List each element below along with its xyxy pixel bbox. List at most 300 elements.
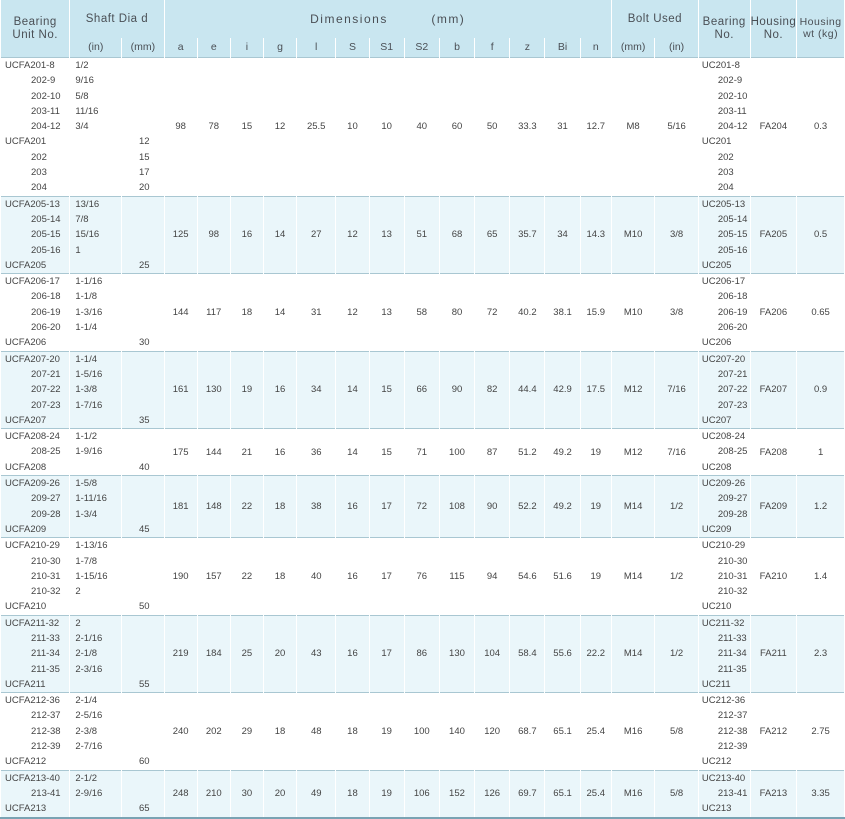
shaft-in-cell-line: 1-1/4 (75, 322, 98, 334)
dim-s2-cell: 66 (404, 351, 439, 428)
dim-g-cell: 14 (263, 196, 296, 273)
dim-e-cell: 78 (197, 58, 230, 197)
dim-f-cell: 104 (475, 615, 510, 692)
housing-cell: FA207 (750, 351, 797, 428)
dim-a-cell: 248 (164, 770, 197, 817)
dim-i-cell: 30 (230, 770, 263, 817)
dim-s2-cell: 86 (404, 615, 439, 692)
shaft-in-cell-line: 1/2 (75, 60, 89, 71)
bearing-no-cell-line: 213-41 (717, 787, 748, 799)
dim-f-cell: 120 (475, 693, 510, 770)
housing-cell: FA206 (750, 274, 797, 351)
dim-f-cell: 87 (475, 429, 510, 476)
housing-cell: FA208 (750, 429, 797, 476)
bearing-unit-cell-line: 208-25 (31, 446, 61, 458)
dim-b-cell: 80 (439, 274, 474, 351)
shaft-in-cell (70, 476, 122, 538)
bearing-unit-cell-line: 212-37 (31, 710, 61, 722)
bearing-no-cell-line: 210-32 (717, 586, 748, 598)
bearing-no-cell-line: 205-16 (717, 244, 748, 256)
shaft-mm-cell (122, 538, 164, 615)
dim-s2-cell: 71 (404, 429, 439, 476)
bearing-unit-cell-line: UCFA208-24 (5, 431, 60, 443)
shaft-mm-cell (122, 615, 164, 692)
dim-s1-cell: 17 (369, 538, 404, 615)
shaft-in-cell-line: 7/8 (75, 213, 89, 225)
table-row (1, 351, 845, 428)
dim-i-cell: 18 (230, 274, 263, 351)
weight-cell: 0.3 (797, 58, 845, 197)
dim-s2-cell: 40 (404, 58, 439, 197)
bearing-unit-cell-line: 207-22 (31, 384, 61, 396)
shaft-in-cell-line: 2 (75, 586, 81, 598)
bolt-in-cell: 3/8 (655, 274, 698, 351)
bearing-unit-cell-line: 211-34 (31, 648, 60, 660)
dim-f-cell: 126 (475, 770, 510, 817)
dim-i-cell: 29 (230, 693, 263, 770)
bearing-unit-cell-line: 209-27 (31, 493, 61, 505)
bolt-in-cell: 5/8 (655, 693, 698, 770)
dim-g-cell: 18 (263, 538, 296, 615)
bearing-no-cell-line: 202 (717, 151, 734, 163)
bearing-no-cell-line: UC206 (701, 337, 732, 349)
table-row (1, 693, 845, 770)
dim-l-cell: 40 (297, 538, 336, 615)
dim-e-cell: 117 (197, 274, 230, 351)
bearing-no-cell (698, 615, 750, 692)
bearing-no-cell-line: UC212 (701, 756, 732, 768)
bearing-unit-cell-line: 207-23 (31, 399, 61, 411)
weight-cell: 1.4 (797, 538, 845, 615)
shaft-in-cell-line: 2-1/2 (75, 772, 98, 784)
bearing-unit-cell-line: UCFA201-8 (5, 60, 55, 71)
dim-l-cell: 27 (297, 196, 336, 273)
dim-s-cell: 16 (336, 476, 369, 538)
shaft-mm-cell-line: 40 (138, 461, 150, 473)
housing-cell: FA205 (750, 196, 797, 273)
shaft-mm-cell (122, 196, 164, 273)
bearing-no-cell-line: 202-9 (717, 75, 743, 87)
dim-b-cell: 100 (439, 429, 474, 476)
bearing-unit-cell-line: UCFA205 (5, 259, 47, 271)
bearing-unit-cell (1, 693, 70, 770)
dim-i-cell: 22 (230, 538, 263, 615)
weight-cell: 0.65 (797, 274, 845, 351)
bearing-unit-cell-line: 211-35 (31, 663, 60, 675)
weight-cell: 0.9 (797, 351, 845, 428)
bearing-unit-cell (1, 58, 70, 197)
dim-s2-cell: 51 (404, 196, 439, 273)
shaft-in-cell-line: 2-1/8 (75, 648, 98, 660)
shaft-mm-cell (122, 693, 164, 770)
bearing-unit-cell-line: 211-33 (31, 632, 60, 644)
bearing-unit-cell (1, 196, 70, 273)
dim-bi-cell: 49.2 (545, 476, 580, 538)
dim-n-cell: 12.7 (580, 58, 611, 197)
bolt-in-cell: 7/16 (655, 429, 698, 476)
shaft-in-cell-line: 11/16 (75, 105, 99, 117)
bearing-no-cell (698, 770, 750, 817)
dim-s-cell: 18 (336, 693, 369, 770)
dim-s2-cell: 100 (404, 693, 439, 770)
bearing-no-cell (698, 58, 750, 197)
bolt-in-cell: 5/8 (655, 770, 698, 817)
shaft-in-cell-line: 1-9/16 (75, 446, 103, 458)
dim-a-cell: 144 (164, 274, 197, 351)
bearing-no-cell (698, 351, 750, 428)
dim-f-cell: 82 (475, 351, 510, 428)
dim-g-cell: 14 (263, 274, 296, 351)
bearing-no-cell-line: 207-23 (717, 399, 748, 411)
bearing-no-cell (698, 538, 750, 615)
dim-bi-cell: 31 (545, 58, 580, 197)
shaft-in-cell-line: 1-15/16 (75, 570, 108, 582)
bolt-mm-cell: M14 (611, 615, 654, 692)
dim-s1-cell: 17 (369, 476, 404, 538)
bearing-unit-cell-line: 210-30 (31, 555, 61, 567)
bearing-no-cell-line: 209-27 (717, 493, 748, 505)
dim-e-cell: 157 (197, 538, 230, 615)
housing-cell: FA204 (750, 58, 797, 197)
weight-cell: 1 (797, 429, 845, 476)
bearing-no-cell-line: 205-15 (717, 229, 748, 241)
dim-z-cell: 40.2 (510, 274, 545, 351)
shaft-in-cell-line: 1-1/8 (75, 291, 98, 303)
dim-l-cell: 49 (297, 770, 336, 817)
dim-e-cell: 184 (197, 615, 230, 692)
dim-z-cell: 52.2 (510, 476, 545, 538)
bearing-unit-cell-line: 206-19 (31, 306, 61, 318)
table-row (1, 615, 845, 692)
dim-b-cell: 60 (439, 58, 474, 197)
shaft-in-cell-line: 13/16 (75, 198, 100, 210)
bolt-mm-cell: M12 (611, 429, 654, 476)
dim-s-cell: 18 (336, 770, 369, 817)
bearing-unit-cell-line: 205-14 (31, 213, 61, 225)
header-e: e (197, 38, 230, 58)
dim-s-cell: 16 (336, 538, 369, 615)
dim-a-cell: 240 (164, 693, 197, 770)
shaft-mm-cell (122, 770, 164, 817)
dim-s2-cell: 76 (404, 538, 439, 615)
shaft-in-cell (70, 693, 122, 770)
bearing-unit-cell-line: UCFA208 (5, 461, 47, 473)
shaft-in-cell (70, 615, 122, 692)
dim-f-cell: 72 (475, 274, 510, 351)
dim-f-cell: 90 (475, 476, 510, 538)
bearing-unit-cell-line: UCFA211 (5, 678, 46, 690)
bearing-no-cell-line: 208-25 (717, 446, 748, 458)
shaft-in-cell-line: 1-1/16 (75, 276, 103, 288)
shaft-in-cell (70, 351, 122, 428)
dim-f-cell: 50 (475, 58, 510, 197)
dim-g-cell: 12 (263, 58, 296, 197)
dim-b-cell: 140 (439, 693, 474, 770)
shaft-in-cell-line: 1-5/8 (75, 478, 98, 490)
dim-s1-cell: 15 (369, 351, 404, 428)
dim-bi-cell: 38.1 (545, 274, 580, 351)
bearing-unit-cell-line: UCFA206-17 (5, 276, 60, 288)
bearing-no-cell-line: UC208-24 (701, 431, 746, 443)
bearing-no-cell-line: UC208 (701, 461, 732, 473)
header-n: n (580, 38, 611, 58)
shaft-in-cell-line: 1-7/16 (75, 399, 103, 411)
header-in: (in) (70, 38, 122, 58)
bearing-no-cell-line: 212-37 (717, 710, 748, 722)
header-s1: S1 (369, 38, 404, 58)
bearing-no-cell (698, 196, 750, 273)
dim-bi-cell: 65.1 (545, 693, 580, 770)
bearing-no-cell-line: 203-11 (717, 105, 747, 117)
bearing-no-cell-line: UC213-40 (701, 772, 746, 784)
dim-s-cell: 16 (336, 615, 369, 692)
bearing-unit-cell-line: 206-18 (31, 291, 61, 303)
dim-s-cell: 10 (336, 58, 369, 197)
shaft-mm-cell (122, 351, 164, 428)
dim-s1-cell: 19 (369, 693, 404, 770)
shaft-mm-cell-line: 17 (138, 167, 150, 179)
shaft-in-cell-line: 1-3/4 (75, 508, 98, 520)
shaft-mm-cell (122, 476, 164, 538)
bearing-no-cell-line: UC210 (701, 601, 732, 613)
bearing-no-cell-line: 203 (717, 167, 734, 179)
bolt-mm-cell: M8 (611, 58, 654, 197)
header-z: z (510, 38, 545, 58)
bearing-unit-cell-line: 210-32 (31, 586, 61, 598)
dim-i-cell: 25 (230, 615, 263, 692)
bearing-no-cell-line: 206-20 (717, 322, 748, 334)
bearing-no-cell-line: UC211-32 (701, 617, 745, 629)
weight-cell: 2.3 (797, 615, 845, 692)
dim-s1-cell: 15 (369, 429, 404, 476)
bearing-no-cell (698, 693, 750, 770)
shaft-in-cell-line: 1-1/2 (75, 431, 98, 443)
header-bi: Bi (545, 38, 580, 58)
bolt-mm-cell: M12 (611, 351, 654, 428)
shaft-mm-cell-line: 15 (138, 151, 150, 163)
dim-z-cell: 69.7 (510, 770, 545, 817)
table-row (1, 274, 845, 351)
dim-z-cell: 44.4 (510, 351, 545, 428)
table-row (1, 770, 845, 817)
dim-n-cell: 14.3 (580, 196, 611, 273)
dim-l-cell: 34 (297, 351, 336, 428)
header-bolt-mm: (mm) (611, 38, 654, 58)
dim-z-cell: 51.2 (510, 429, 545, 476)
shaft-in-cell-line: 2-9/16 (75, 787, 103, 799)
bearing-unit-cell-line: 203 (31, 167, 47, 179)
housing-cell: FA213 (750, 770, 797, 817)
dim-b-cell: 115 (439, 538, 474, 615)
bearing-unit-cell-line: UCFA212-36 (5, 695, 60, 707)
bearing-unit-cell-line: 212-39 (31, 741, 61, 753)
dim-f-cell: 94 (475, 538, 510, 615)
dim-s2-cell: 106 (404, 770, 439, 817)
shaft-in-cell-line: 2-3/16 (75, 663, 103, 675)
header-bearing-no: Bearing No. (698, 0, 750, 58)
bearing-no-cell-line: 206-18 (717, 291, 748, 303)
bolt-mm-cell: M16 (611, 693, 654, 770)
header-g: g (263, 38, 296, 58)
dim-s2-cell: 72 (404, 476, 439, 538)
dim-b-cell: 108 (439, 476, 474, 538)
dim-n-cell: 19 (580, 538, 611, 615)
shaft-in-cell-line: 1-3/16 (75, 306, 103, 318)
bearing-unit-cell-line: 210-31 (31, 570, 61, 582)
dim-e-cell: 202 (197, 693, 230, 770)
bolt-in-cell: 1/2 (655, 476, 698, 538)
bearing-unit-cell-line: UCFA210-29 (5, 540, 60, 552)
bearing-unit-cell (1, 615, 70, 692)
shaft-mm-cell-line: 12 (138, 136, 150, 148)
dim-e-cell: 210 (197, 770, 230, 817)
shaft-in-cell-line: 2-7/16 (75, 741, 103, 753)
bearing-no-cell-line: UC211 (701, 678, 731, 690)
dim-g-cell: 20 (263, 615, 296, 692)
shaft-mm-cell-line: 20 (138, 182, 150, 194)
dim-bi-cell: 65.1 (545, 770, 580, 817)
header-mm: (mm) (122, 38, 164, 58)
bolt-in-cell: 1/2 (655, 615, 698, 692)
dim-l-cell: 25.5 (297, 58, 336, 197)
header-housing-wt: Housing wt (kg) (797, 0, 845, 58)
header-housing-no: Housing No. (750, 0, 797, 58)
bearing-no-cell (698, 476, 750, 538)
housing-cell: FA211 (750, 615, 797, 692)
shaft-in-cell-line: 1-7/8 (75, 555, 98, 567)
bearing-no-cell-line: UC201-8 (701, 60, 740, 71)
bearing-unit-cell (1, 538, 70, 615)
table-header (1, 0, 845, 58)
weight-cell: 0.5 (797, 196, 845, 273)
dim-z-cell: 33.3 (510, 58, 545, 197)
bearing-no-cell-line: UC201 (701, 136, 732, 148)
dim-g-cell: 20 (263, 770, 296, 817)
bearing-unit-cell-line: UCFA211-32 (5, 617, 60, 629)
dim-bi-cell: 42.9 (545, 351, 580, 428)
bearing-no-cell-line: 211-34 (717, 648, 747, 660)
shaft-mm-cell-line: 50 (138, 601, 150, 613)
bearing-no-cell-line: 205-14 (717, 213, 748, 225)
dim-z-cell: 68.7 (510, 693, 545, 770)
bearing-no-cell-line: UC205-13 (701, 198, 746, 210)
bearing-unit-cell-line: UCFA209-26 (5, 478, 60, 490)
shaft-mm-cell-line: 65 (138, 803, 150, 815)
bearing-no-cell-line: 211-33 (717, 632, 747, 644)
shaft-in-cell-line: 3/4 (75, 121, 89, 133)
bolt-mm-cell: M14 (611, 476, 654, 538)
dim-g-cell: 18 (263, 693, 296, 770)
dim-s2-cell: 58 (404, 274, 439, 351)
bearing-unit-cell-line: 204-12 (31, 121, 61, 133)
bearing-unit-cell-line: 209-28 (31, 508, 61, 520)
dim-s1-cell: 13 (369, 274, 404, 351)
bearing-unit-cell (1, 351, 70, 428)
dim-s-cell: 12 (336, 274, 369, 351)
bearing-unit-cell-line: 202 (31, 151, 47, 163)
shaft-mm-cell-line: 60 (138, 756, 150, 768)
bearing-no-cell-line: UC210-29 (701, 540, 746, 552)
bearing-no-cell-line: UC205 (701, 259, 732, 271)
bearing-unit-cell-line: UCFA210 (5, 601, 47, 613)
bearing-no-cell (698, 429, 750, 476)
bearing-unit-cell-line: UCFA206 (5, 337, 47, 349)
dim-n-cell: 19 (580, 476, 611, 538)
table-body (1, 58, 845, 818)
dim-s-cell: 14 (336, 429, 369, 476)
dim-b-cell: 130 (439, 615, 474, 692)
table-row (1, 429, 845, 476)
shaft-in-cell-line: 2-3/8 (75, 725, 98, 737)
bearing-unit-cell-line: UCFA205-13 (5, 198, 60, 210)
table-row (1, 476, 845, 538)
shaft-in-cell-line: 15/16 (75, 229, 100, 241)
shaft-in-cell (70, 770, 122, 817)
shaft-in-cell-line: 2-1/4 (75, 695, 98, 707)
dim-a-cell: 190 (164, 538, 197, 615)
dim-i-cell: 21 (230, 429, 263, 476)
bearing-unit-cell-line: 205-16 (31, 244, 61, 256)
shaft-mm-cell (122, 58, 164, 197)
dim-s1-cell: 17 (369, 615, 404, 692)
dim-n-cell: 19 (580, 429, 611, 476)
shaft-in-cell-line: 9/16 (75, 75, 94, 87)
dim-s1-cell: 13 (369, 196, 404, 273)
bearing-no-cell-line: 204-12 (717, 121, 748, 133)
dim-z-cell: 58.4 (510, 615, 545, 692)
dim-a-cell: 98 (164, 58, 197, 197)
bearing-unit-cell-line: 207-21 (31, 368, 61, 380)
bearing-no-cell-line: 212-38 (717, 725, 748, 737)
bearing-no-cell-line: 206-19 (717, 306, 748, 318)
dim-a-cell: 175 (164, 429, 197, 476)
bolt-in-cell: 5/16 (655, 58, 698, 197)
bearing-unit-cell (1, 770, 70, 817)
bearing-unit-cell-line: 202-9 (31, 75, 56, 87)
shaft-in-cell-line: 1-1/4 (75, 353, 98, 365)
dim-g-cell: 16 (263, 429, 296, 476)
header-i: i (230, 38, 263, 58)
dim-b-cell: 68 (439, 196, 474, 273)
bolt-mm-cell: M10 (611, 196, 654, 273)
bearing-no-cell-line: 207-22 (717, 384, 748, 396)
dim-n-cell: 15.9 (580, 274, 611, 351)
shaft-in-cell (70, 538, 122, 615)
bearing-unit-cell (1, 429, 70, 476)
bearing-unit-cell-line: UCFA207-20 (5, 353, 60, 365)
bearing-unit-cell (1, 274, 70, 351)
shaft-in-cell-line: 1-3/8 (75, 384, 98, 396)
dim-i-cell: 15 (230, 58, 263, 197)
dim-e-cell: 148 (197, 476, 230, 538)
dim-z-cell: 54.6 (510, 538, 545, 615)
dim-n-cell: 22.2 (580, 615, 611, 692)
dim-b-cell: 90 (439, 351, 474, 428)
bearing-unit-cell-line: 202-10 (31, 90, 61, 102)
dim-bi-cell: 49.2 (545, 429, 580, 476)
bearing-unit-cell-line: 213-41 (31, 787, 61, 799)
bolt-mm-cell: M16 (611, 770, 654, 817)
bearing-no-cell-line: UC212-36 (701, 695, 746, 707)
shaft-in-cell-line: 5/8 (75, 90, 89, 102)
dim-s-cell: 14 (336, 351, 369, 428)
bearing-unit-cell-line: 212-38 (31, 725, 61, 737)
dim-f-cell: 65 (475, 196, 510, 273)
shaft-in-cell (70, 274, 122, 351)
bearing-no-cell-line: UC207-20 (701, 353, 746, 365)
dim-a-cell: 125 (164, 196, 197, 273)
bearing-no-cell-line: 212-39 (717, 741, 748, 753)
